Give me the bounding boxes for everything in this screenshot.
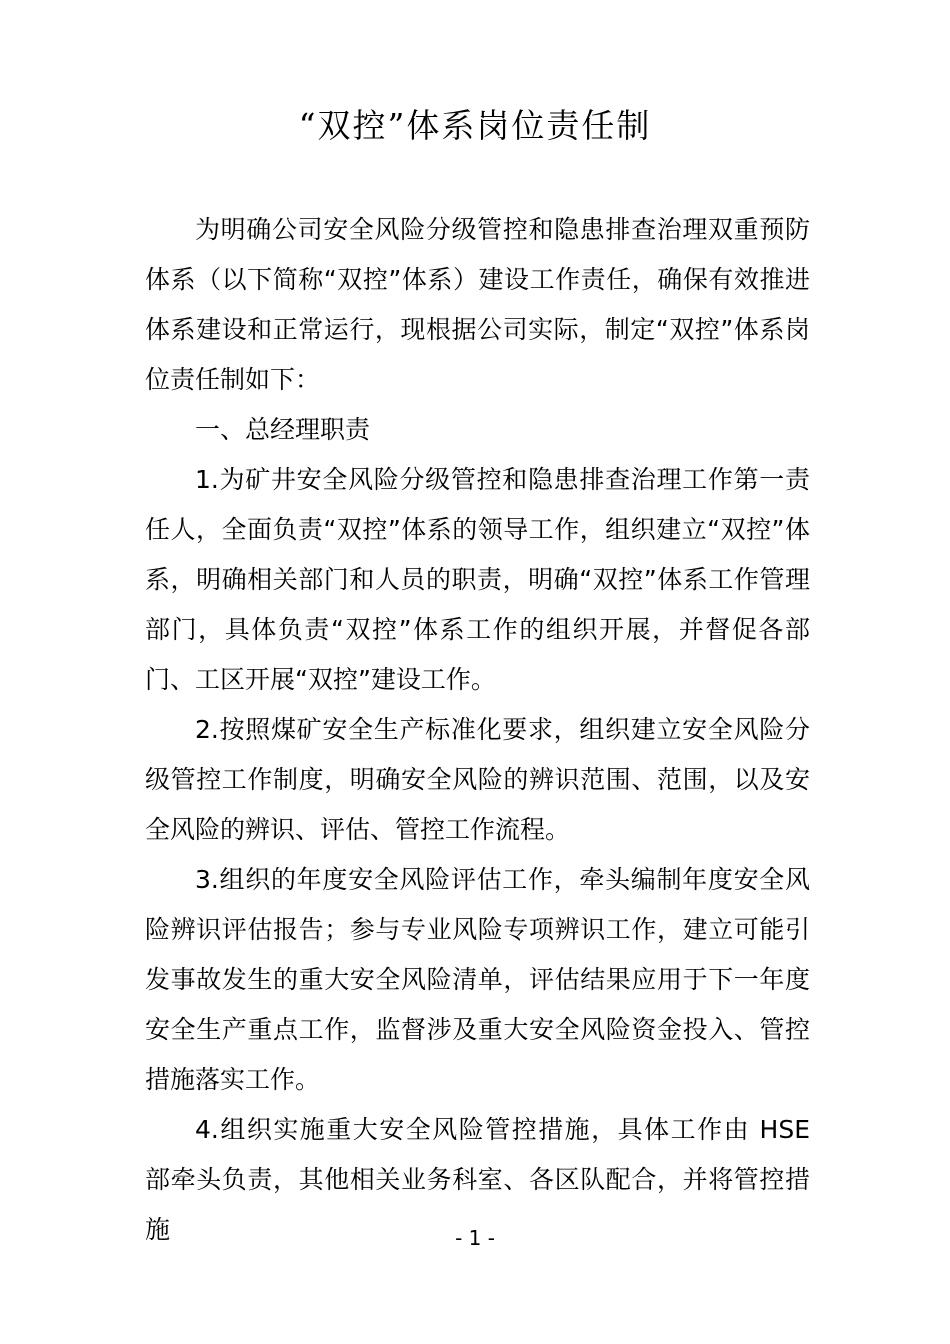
section-heading-general-manager: 一、总经理职责 — [195, 415, 371, 444]
document-body — [145, 205, 810, 1255]
page-number: - 1 - — [455, 1226, 495, 1250]
intro-paragraph: 为明确公司安全风险分级管控和隐患排查治理双重预防体系（以下简称“双控”体系）建设工作责任，确保有效推进体系建设和正常运行，现根据公司实际，制定“双控”体系岗位责任制如下： — [145, 215, 810, 394]
duty-item-3: 3.组织的年度安全风险评估工作，牵头编制年度安全风险辨识评估报告；参与专业风险专项辨识工作，建立可能引发事故发生的重大安全风险清单，评估结果应用于下一年度安全生产重点工作，监督涉及重大安全风险资金投入、管控措施落实工作。 — [145, 865, 810, 1094]
document-title: “双控”体系岗位责任制 — [298, 106, 652, 145]
duty-item-1: 1.为矿井安全风险分级管控和隐患排查治理工作第一责任人，全面负责“双控”体系的领导工作，组织建立“双控”体系，明确相关部门和人员的职责，明确“双控”体系工作管理部门，具体负责“双控”体系工作的组织开展，并督促各部门、工区开展“双控”建设工作。 — [145, 465, 810, 694]
duty-item-4: 4.组织实施重大安全风险管控措施，具体工作由 HSE 部牵头负责，其他相关业务科室、各区队配合，并将管控措施 — [145, 1115, 810, 1244]
duty-item-2: 2.按照煤矿安全生产标准化要求，组织建立安全风险分级管控工作制度，明确安全风险的辨识范围、范围，以及安全风险的辨识、评估、管控工作流程。 — [145, 715, 810, 844]
